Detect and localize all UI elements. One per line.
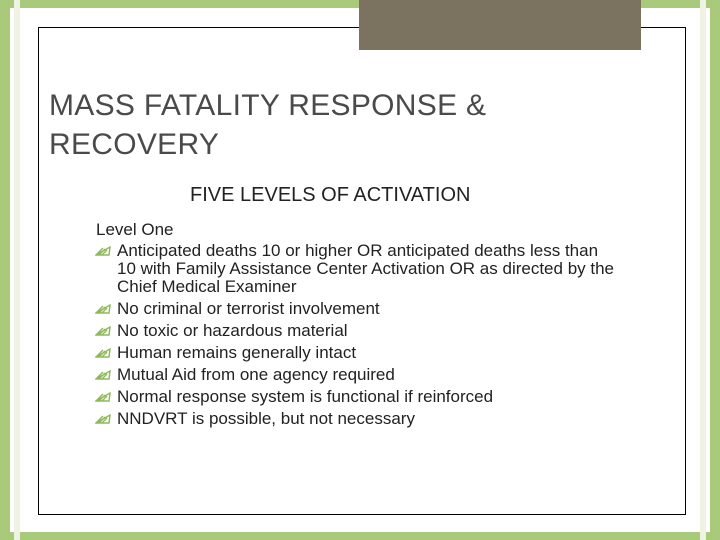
- bullet-text: Human remains generally intact: [117, 343, 357, 362]
- feather-arrow-icon: [95, 245, 111, 257]
- bullet-text: Normal response system is functional if reinforced: [117, 387, 494, 406]
- list-item: [95, 344, 615, 362]
- left-accent-stripe-light: [14, 0, 20, 540]
- bottom-accent-bar: [0, 532, 720, 540]
- feather-arrow-icon: [95, 413, 111, 425]
- feather-arrow-icon: [95, 391, 111, 403]
- bullet-text: Mutual Aid from one agency required: [117, 365, 395, 384]
- slide-subtitle: FIVE LEVELS OF ACTIVATION: [190, 184, 471, 206]
- list-item: [95, 322, 615, 340]
- left-accent-stripe: [0, 0, 10, 540]
- slide-title: MASS FATALITY RESPONSE & RECOVERY: [49, 89, 487, 161]
- bullet-text: No toxic or hazardous material: [117, 321, 348, 340]
- list-item: [95, 410, 615, 428]
- bullet-text: Anticipated deaths 10 or higher OR anticipated deaths less than 10 with Family Assistance Center Activation OR as directed by the Chief Medical Examiner: [117, 241, 615, 296]
- right-accent-stripe-light: [700, 0, 706, 540]
- bullet-list: [95, 242, 615, 432]
- feather-arrow-icon: [95, 369, 111, 381]
- list-item: [95, 242, 615, 296]
- feather-arrow-icon: [95, 347, 111, 359]
- feather-arrow-icon: [95, 303, 111, 315]
- bullet-text: NNDVRT is possible, but not necessary: [117, 409, 415, 428]
- level-heading: Level One: [96, 220, 174, 239]
- list-item: [95, 388, 615, 406]
- list-item: [95, 300, 615, 318]
- feather-arrow-icon: [95, 325, 111, 337]
- header-accent-block: [359, 0, 641, 50]
- right-accent-stripe: [710, 0, 720, 540]
- list-item: [95, 366, 615, 384]
- bullet-text: No criminal or terrorist involvement: [117, 299, 380, 318]
